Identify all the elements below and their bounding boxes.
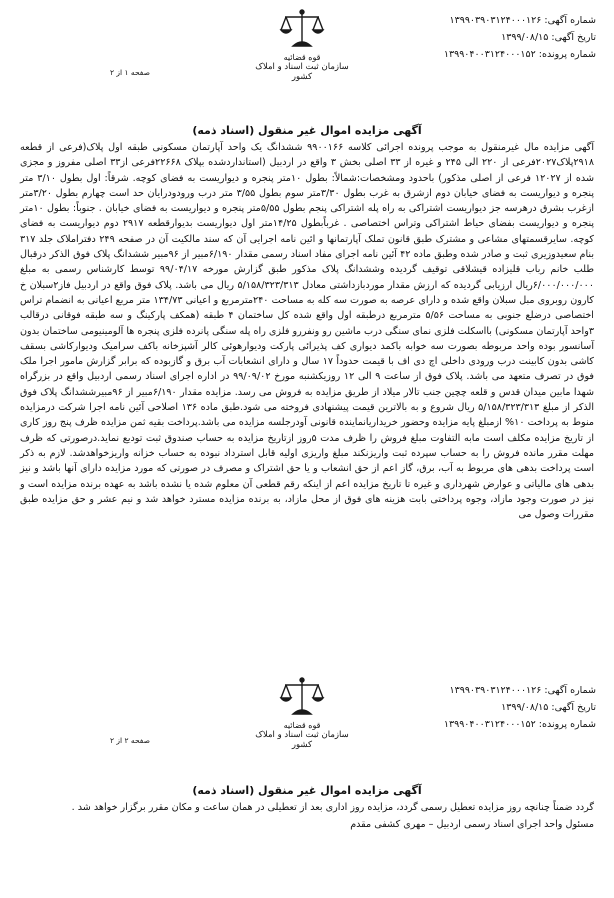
notice-title: آگهی مزایده اموال غیر منقول (اسناد ذمه) — [192, 784, 422, 797]
notice-meta — [444, 12, 596, 63]
judiciary-emblem — [247, 8, 357, 82]
org-line-1: قوه قضائیه — [283, 721, 321, 730]
signature-line: مسئول واحد اجرای اسناد رسمی اردبیل – مهری کشفی مقدم — [350, 819, 594, 831]
notice-body-text: گردد ضمناً چنانچه روز مزایده تعطیل رسمی گردد، مزایده روز اداری بعد از تعطیلی در همان ساعت و مکان مقرر برگزار خواهد شد . — [71, 802, 594, 813]
meta-ad-number: شماره آگهی: ۱۳۹۹۰۳۹۰۳۱۲۴۰۰۰۱۲۶ — [449, 685, 596, 696]
meta-ad-number: شماره آگهی: ۱۳۹۹۰۳۹۰۳۱۲۴۰۰۰۱۲۶ — [449, 15, 596, 26]
meta-case-number: شماره پرونده: ۱۳۹۹۰۴۰۰۳۱۲۴۰۰۰۱۵۲ — [443, 719, 596, 730]
page-number: صفحه ۲ از ۲ — [110, 736, 150, 745]
meta-case-number: شماره پرونده: ۱۳۹۹۰۴۰۰۳۱۲۴۰۰۰۱۵۲ — [443, 49, 596, 60]
notice-body-text: آگهی مزایده مال غیرمنقول به موجب پرونده اجرائی کلاسه ۹۹۰۰۱۶۶ ششدانگ یک واحد آپارتمان مسکونی طبقه اول پلاک(فرعی از قطعه ۲۹۱۸پلاک۲۰۲۷فرعی از ۲۲۰ الی ۲۴۵ و غیره از ۳۳ اصلی بخش ۳ واقع در اردبیل (استانداردشده بپلاک ۲۲۶۶۸فرعی از۳۳ اصلی مفروز و مجزی شده از ۱۲۰۲۷ فرعی از اصلی مذکور) باحدود ومشخصات:شمالاً: بطول ۱۰متر پنجره و دیواریست به فضای کوچه. شرقاً: اول بطول ۳/۱۰ متر پنجره و دیواریست به فضای خیابان دوم ازشرق به غرب بطول ۳/۳۰متر سوم بطول ۳/۵۵ متر درب ورودودرایان حد است چهارم بطول ۳/۲۰متر ازغرب بشرق درهرسه جز دیواریست اشتراکی به راه پله اشتراکی پنجم بطول ۵/۵۵متر پنجره و دیواریست به فضای خیابان . جنوباً: بطول ۱۰متر پنجره و دیواریست بفضای حیاط اشتراکی وتراس اختصاصی . غرباًبطول ۱۴/۲۵متر اول دیواریست بدیوارقطعه ۲۹۱۷ دوم دیواریست به فضای کوچه. سایرقسمتهای مشاعی و مشترک طبق قانون تملک آپارتمانها و ائین نامه اجرایی آن که سند مالکیت آن در صفحه ۲۴۹ دفتراملاک جلد ۳۱۷ بنام سعیدوزیری ثبت و صادر شده وطبق ماده ۴۲ آئین نامه اجرای مفاد اسناد رسمی مقدار ۶/۱۹۰مبیر از ۹۶مبیر ششدانگ پلاک فوق الذکر درقبال طلب خانم رباب قلیزاده قیشلاقی توقیف گردیده وششدانگ پلاک مذکور طبق گزارش مورخه ۹۹/۰۴/۱۷ توسط کارشناس رسمی به مبلغ ۶/۰۰۰/۰۰۰/۰۰۰ریال ارزیابی گردیده که ارزش مقدار موردبازداشتی معادل ۵/۱۵۸/۳۲۳/۳۱۳ ریال می باشد. پلاک فوق واقع در اردبیل فاز۲سبلان خ کارون روبروی مبل سبلان واقع شده و دارای عرصه به صورت سه کله به مساحت ۲۴۰مترمربع و اعیانی ۱۳۴/۷۳ متر مربع اعیانی به انضمام تراس اختصاصی درضلع جنوبی به مساحت ۵/۵۶ مترمربع درطبقه اول واقع شده کل ساختمان ۴ طبقه (همکف پارکینگ و سه طبقه فوقانی درقالب ۳واحد آپارتمان مسکونی) بااسکلت فلزی نمای سنگی درب ماشین رو ونفررو فلزی راه پله سنگی پانرده فلزی پنجره ها آلومینیومی ساختمان بدون آسانسور بوده واحد مربوطه بصورت سه خوابه باکمد دیواری کف پذیرائی پارکت ودیوارهوئی کالر آشپزخانه باکف سرامیک ودیوارکاشی بسقف کاشی بدون کابینت درب ورودی داخلی اچ دی اف با قیمت حدوداً ۱۷ سال و دارای انشعابات آب برق و گازبوده که برابر گزارش مامور اجرا ملک فوق در تصرف متعهد می باشد. پلاک فوق از ساعت ۹ الی ۱۲ روزیکشنبه مورخ ۹۹/۰۹/۰۲ در اداره اجرای اسناد رسمی اردبیل واقع در بزرگراه شهدا مابین میدان قدس و قلعه چچین جنب تالار میلاد از طریق مزایده به فروش می رسد. مزایده مقدار ۶/۱۹۰مبیر از ۹۶مبیرششدانگ پلاک فوق الذکر از مبلغ ۵/۱۵۸/۳۲۳/۳۱۳ ریال شروع و به بالاترین قیمت پیشنهادی فروخته می شود.طبق ماده ۱۳۶ اصلاحی آئین نامه اجرا شرکت درمزایده منوط به پرداخت ۱۰% ازمبلغ پایه مزایده وحضور خریداریانماینده قانونی آودرجلسه مزایده می باشد.پرداخت بقیه ثمن مزایده ظرف پنج روز کاری از تاریخ مزایده مکلف است مابه التفاوت مبلغ فروش را ظرف مدت ۵روز ازتاریخ مزایده به حساب صندوق ثبت تودیع نماید.درصورتی که ظرف مهلت مقرر مانده فروش را به حساب سپرده ثبت واریزنکند مبلغ واریزی اولیه قابل استرداد نبوده به حساب خزانه واریزخواهدشد. لازم به ذکر است پرداخت بدهی های مربوط به آب، برق، گاز اعم از حق انشعاب و یا حق اشتراک و مصرف در صورتی که مورد مزایده دارای آنها باشد و نیز بدهی های مالیاتی و عوارض شهرداری و غیره تا تاریخ مزایده اعم از اینکه رقم قطعی آن معلوم شده یا نشده باشد به عهده برنده مزایده است و نیز در صورت وجود مازاد، وجوه پرداختی بابت هزینه های فوق از محل مازاد، به برنده مزایده مسترد خواهد شد و نیم عشر و حق مزایده طبق مقررات وصول می — [20, 142, 595, 521]
meta-ad-date: تاریخ آگهی: ۱۳۹۹/۰۸/۱۵ — [501, 702, 596, 713]
notice-title: آگهی مزایده اموال غیر منقول (اسناد ذمه) — [192, 124, 422, 137]
org-line-1: قوه قضائیه — [283, 53, 321, 62]
org-line-2: سازمان ثبت اسناد و املاک کشور — [255, 730, 349, 750]
scales-of-justice-icon — [279, 676, 325, 720]
scales-of-justice-icon — [279, 8, 325, 52]
notice-body — [20, 140, 594, 522]
meta-ad-date: تاریخ آگهی: ۱۳۹۹/۰۸/۱۵ — [501, 32, 596, 43]
notice-meta — [444, 682, 596, 733]
org-line-2: سازمان ثبت اسناد و املاک کشور — [255, 62, 349, 82]
notice-body — [20, 800, 594, 833]
page-number: صفحه ۱ از ۲ — [110, 68, 150, 77]
judiciary-emblem — [247, 676, 357, 750]
